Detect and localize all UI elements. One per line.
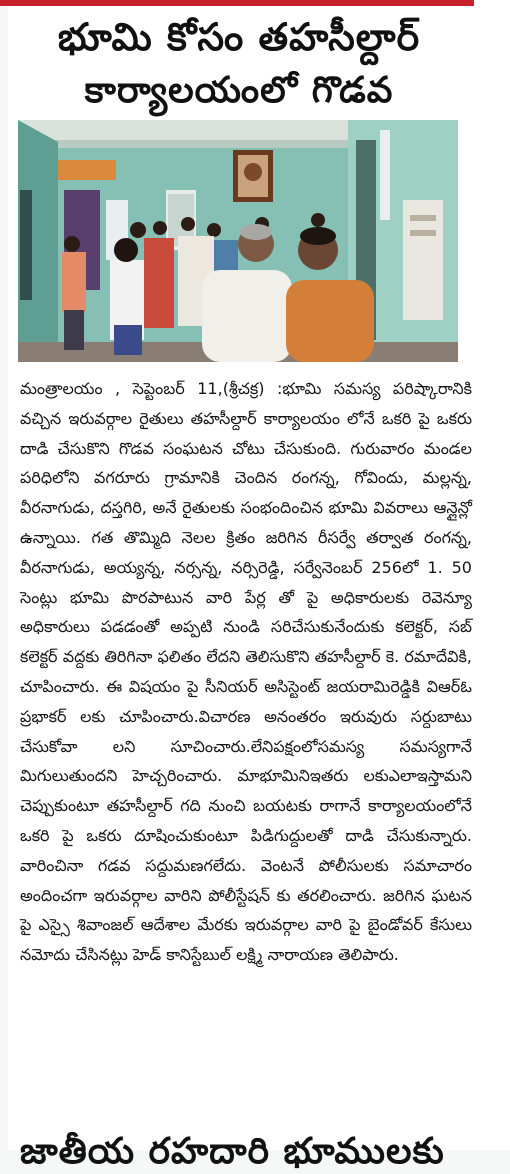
article-body (20, 374, 472, 970)
headline-line-2: కార్యాలయంలో గొడవ (84, 70, 394, 111)
news-photo (18, 120, 458, 362)
right-margin (474, 0, 510, 1150)
article-paragraph: మంత్రాలయం , సెప్టెంబర్ 11,(శ్రీచక్ర) :భూమి సమస్య పరిష్కారానికి వచ్చిన ఇరువర్గాల రైతులు తహసీల్దార్ కార్యాలయం లోనే ఒకరి పై ఒకరు దాడి చేసుకొని గొడవ సంఘటన చోటు చేసుకుంది. గురువారం మండల పరిధిలోని వగరూరు గ్రామానికి చెందిన రంగన్న, గోవిందు, మల్లన్న, వీరనాగుడు, దస్తగిరి, అనే రైతులకు సంభందించిన భూమి వివరాలు ఆన్లైన్లో ఉన్నాయి. గత తొమ్మిది నెలల క్రితం జరిగిన రీసర్వే తర్వాత రంగన్న, వీరనాగుడు, అయ్యన్న, నర్సన్న, నర్సిరెడ్డి, సర్వేనెంబర్ 256లో 1. 50 సెంట్లు భూమి పొరపాటున వారి పేర్ల తో పై అధికారులకు రెవెన్యూ అధికారులు పడడంతో అప్పటి నుండి సరిచేసుకునేందుకు కలెక్టర్, సబ్ కలెక్టర్ వద్దకు తిరిగినా ఫలితం లేదని తెలిసుకొని తహసీల్దార్ కె. రమాదేవికి, చూపించారు. ఈ విషయం పై సీనియర్ అసిస్టెంట్ జయరామిరెడ్డికి విఆర్ఓ ప్రభాకర్ లకు చూపించారు.విచారణ అనంతరం ఇరువురు సర్దుబాటు చేసుకోవా లని సూచించారు.లేనిపక్షంలోసమస్య సమస్యగానే మిగులుతుందని హెచ్చరించారు. మాభూమినిఇతరు లకుఎలాఇస్తామని చెప్పుకుంటూ తహసీల్దార్ గది నుంచి బయటకు రాగానే కార్యాలయంలోనే ఒకరి పై ఒకరు దూషించుకుంటూ పిడిగుద్దులతో దాడి చేసుకున్నారు. వారించినా గడవ సద్దుమణగలేదు. వెంటనే పోలీసులకు సమాచారం అందించగా ఇరువర్గాల వారిని పోలీస్టేషన్ కు తరలించారు. జరిగిన ఘటన పై ఎస్సై శివాంజల్ ఆదేశాల మేరకు ఇరువర్గాల వారి పై బైండోవర్ కేసులు నమోదు చేసినట్లు హెడ్ కానిస్టేబుల్ లక్ష్మి నారాయణ తెలిపారు. (20, 379, 472, 965)
next-article-headline: జాతీయ రహదారి భూములకు (20, 1131, 445, 1172)
photo-of-scuffle-in-office-icon (18, 120, 458, 362)
headline-line-1: భూమి కోసం తహసీల్దార్ (57, 15, 421, 59)
